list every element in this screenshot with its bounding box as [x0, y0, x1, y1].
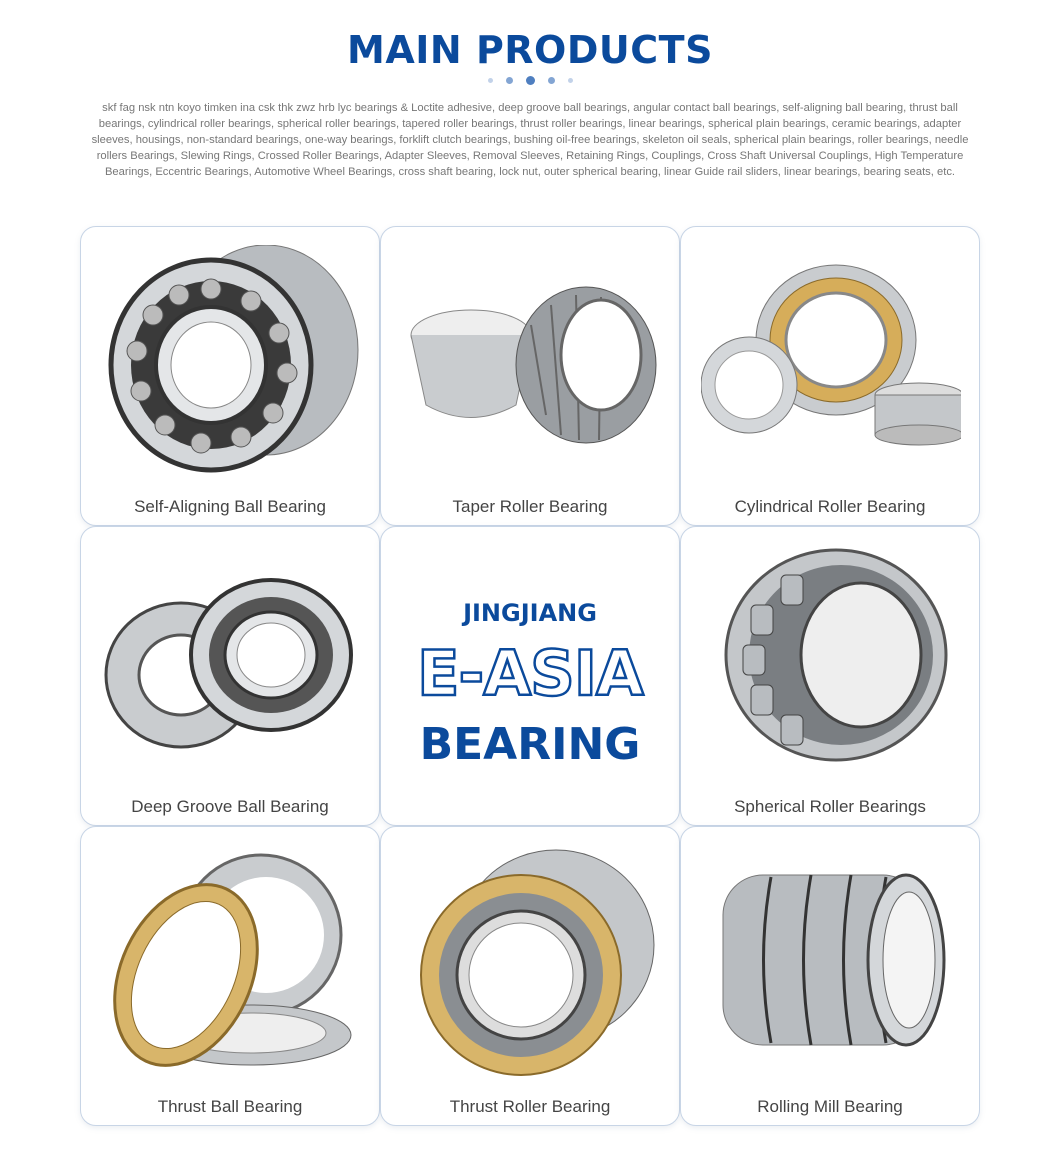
dot — [568, 78, 573, 83]
logo-line1: JINGJIANG — [463, 599, 597, 627]
self-aligning-ball-bearing-image — [101, 245, 361, 485]
product-card[interactable] — [80, 226, 380, 526]
page-title: MAIN PRODUCTS — [347, 28, 713, 72]
product-grid — [80, 226, 980, 1126]
product-label: Rolling Mill Bearing — [757, 1097, 903, 1116]
product-card[interactable] — [380, 226, 680, 526]
dot — [506, 77, 513, 84]
products-description: skf fag nsk ntn koyo timken ina csk thk zwz hrb lyc bearings & Loctite adhesive, deep groove ball bearings, angular contact ball bearings, self-aligning ball bearing, thrust ball bearings, cylindrical roller bearings, spherical roller bearings, tapered roller bearings, thrust roller bearings, linear bearings, spherical plain bearings, ceramic bearings, adapter sleeves, housings, non-standard bearings, one-way bearings, forklift clutch bearings, bushing oil-free bearings, skeleton oil seals, spherical plain bearings, roller bearings, needle rollers Bearings, Slewing Rings, Crossed Roller Bearings, Adapter Sleeves, Removal Sleeves, Retaining Rings, Couplings, Cross Shaft Universal Couplings, High Temperature Bearings, Eccentric Bearings, Automotive Wheel Bearings, cross shaft bearing, lock nut, outer spherical bearing, linear Guide rail sliders, linear bearings, bearing seats, etc. — [91, 102, 969, 178]
logo-line3: BEARING — [419, 719, 641, 770]
thrust-roller-bearing-image — [401, 845, 661, 1085]
taper-roller-bearing-image — [401, 245, 661, 485]
dot-active — [526, 76, 535, 85]
logo-line2: E-ASIA — [417, 637, 643, 710]
carousel-dots — [0, 76, 1060, 85]
deep-groove-ball-bearing-image — [101, 545, 361, 785]
product-card[interactable] — [80, 826, 380, 1126]
cylindrical-roller-bearing-image — [701, 245, 961, 485]
dot — [548, 77, 555, 84]
logo-card — [380, 526, 680, 826]
product-card[interactable] — [380, 826, 680, 1126]
product-label: Thrust Ball Bearing — [157, 1097, 303, 1116]
dot — [488, 78, 493, 83]
product-label: Cylindrical Roller Bearing — [734, 497, 926, 516]
thrust-ball-bearing-image — [101, 845, 361, 1085]
product-card[interactable] — [80, 526, 380, 826]
product-card[interactable] — [680, 226, 980, 526]
product-card[interactable] — [680, 526, 980, 826]
product-label: Thrust Roller Bearing — [449, 1097, 611, 1116]
product-card[interactable] — [680, 826, 980, 1126]
product-label: Spherical Roller Bearings — [734, 797, 926, 816]
product-label: Deep Groove Ball Bearing — [131, 797, 329, 816]
product-label: Taper Roller Bearing — [452, 497, 608, 516]
spherical-roller-bearing-image — [701, 545, 961, 785]
company-logo — [381, 527, 679, 825]
product-label: Self-Aligning Ball Bearing — [134, 497, 326, 516]
rolling-mill-bearing-image — [701, 845, 961, 1085]
